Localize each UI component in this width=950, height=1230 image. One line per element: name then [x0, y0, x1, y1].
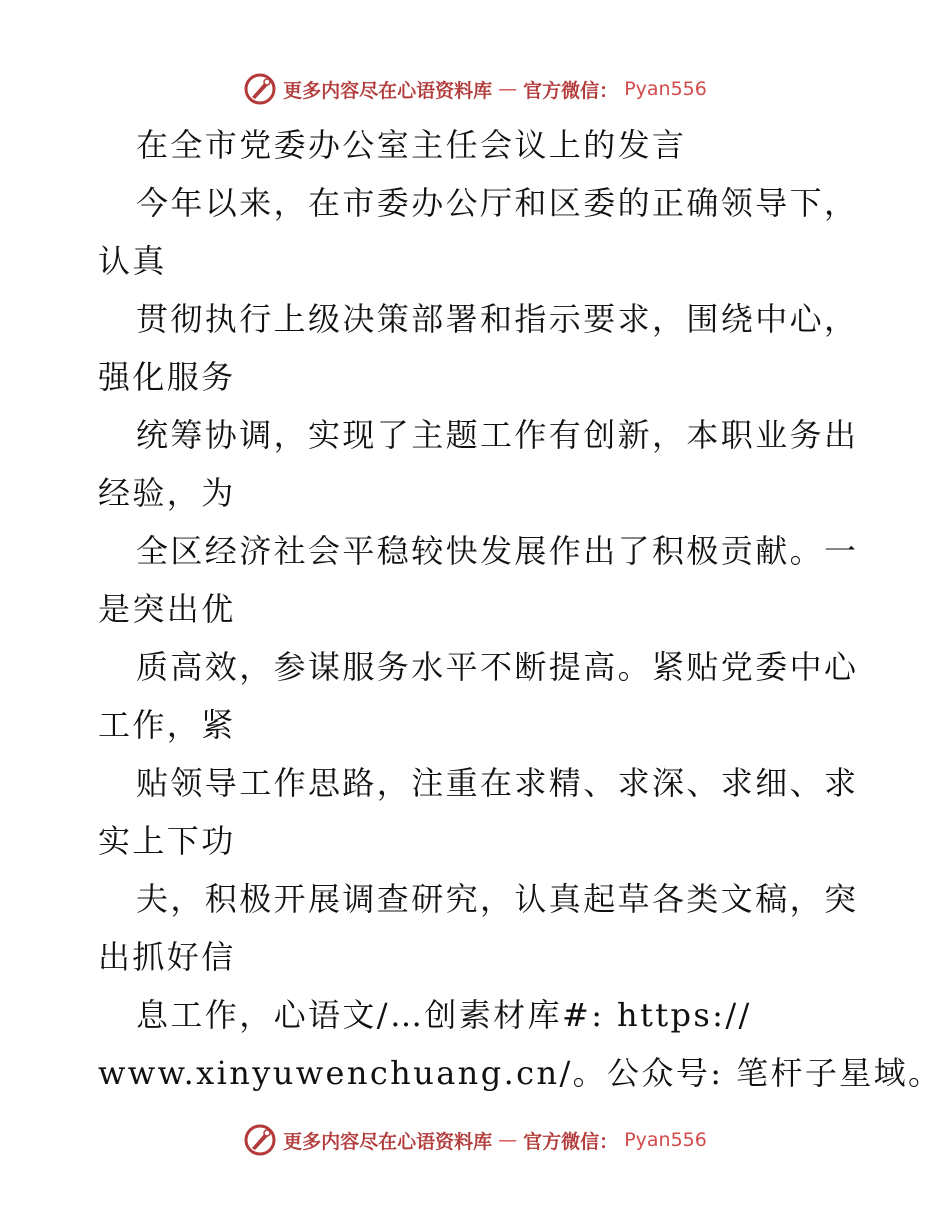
text-line: 全区经济社会平稳较快发展作出了积极贡献。一 — [136, 532, 859, 570]
text-line: 今年以来，在市委办公厅和区委的正确领导下， — [136, 184, 859, 222]
banner-contact: Pyan556 — [624, 1129, 707, 1151]
text-line: 认真 — [98, 242, 167, 280]
text-line: 经验，为 — [98, 474, 236, 512]
text-line: 质高效，参谋服务水平不断提高。紧贴党委中心 — [136, 648, 859, 686]
banner-main-text: 更多内容尽在心语资料库 — [283, 79, 493, 102]
text-line: 是突出优 — [98, 590, 236, 628]
banner-suffix: 官方微信： — [523, 79, 619, 102]
banner-main-text: 更多内容尽在心语资料库 — [283, 1130, 493, 1153]
banner-dash: — — [498, 78, 518, 100]
footer-banner — [0, 1122, 950, 1158]
document-body — [98, 116, 943, 1102]
text-line: 贯彻执行上级决策部署和指示要求，围绕中心， — [136, 300, 859, 338]
pen-logo-icon — [243, 1123, 277, 1157]
document-title: 在全市党委办公室主任会议上的发言 — [136, 126, 687, 164]
text-line: 夫，积极开展调查研究，认真起草各类文稿，突 — [136, 880, 859, 918]
text-line: 实上下功 — [98, 822, 236, 860]
pen-logo-icon — [243, 72, 277, 106]
text-line: 出抓好信 — [98, 938, 236, 976]
text-line: 息工作，心语文/…创素材库#: https:// — [136, 996, 752, 1034]
banner-contact: Pyan556 — [624, 78, 707, 100]
text-line: www.xinyuwenchuang.cn/。公众号: 笔杆子星域。 — [98, 1054, 943, 1092]
text-line: 强化服务 — [98, 358, 236, 396]
banner-suffix: 官方微信： — [523, 1130, 619, 1153]
text-line: 贴领导工作思路，注重在求精、求深、求细、求 — [136, 764, 859, 802]
header-banner — [0, 71, 950, 107]
banner-dash: — — [498, 1129, 518, 1151]
text-line: 统筹协调，实现了主题工作有创新，本职业务出 — [136, 416, 859, 454]
text-line: 工作，紧 — [98, 706, 236, 744]
